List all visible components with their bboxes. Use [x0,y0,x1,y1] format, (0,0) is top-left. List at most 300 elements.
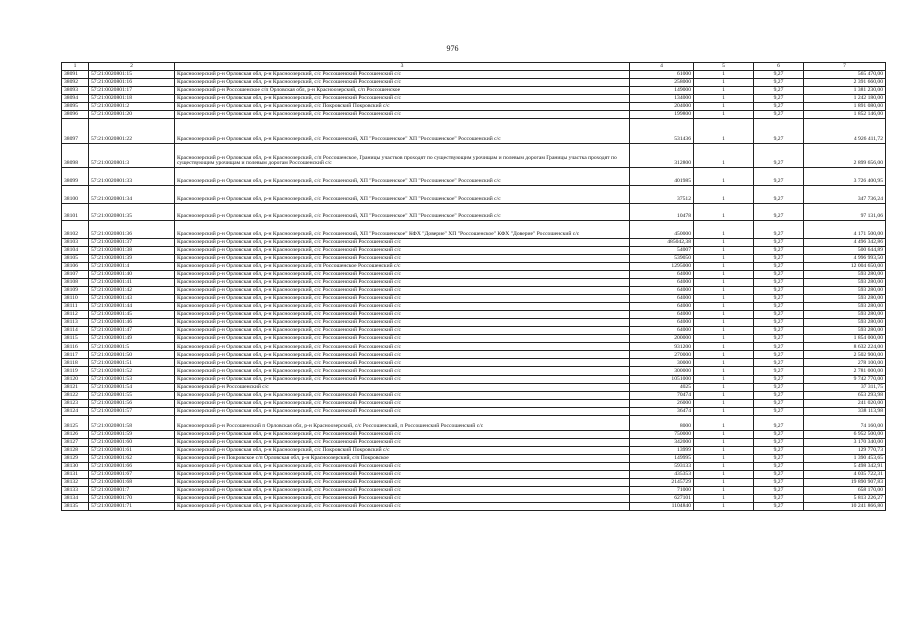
area-value: 627101 [630,494,694,502]
row-number: 38122 [62,391,89,399]
share-count: 1 [694,303,754,311]
cadastral-value: 1 891 080,00 [804,103,886,111]
row-number: 38098 [62,143,89,168]
share-count: 1 [694,79,754,87]
rate-value: 9,27 [754,221,804,239]
location-description: Красноозерский р-н Орловская обл, р-н Красноозерский, с/с Россошенский Россошенский с/с [175,351,630,359]
cadastral-value: 653 293,98 [804,391,886,399]
area-value: 64000 [630,278,694,286]
cadastral-value: 19 890 907,83 [804,478,886,486]
table-row [62,486,886,494]
rate-value: 9,27 [754,367,804,375]
rate-value: 9,27 [754,168,804,186]
cadastral-value: 8 632 224,00 [804,343,886,351]
area-value: 204000 [630,103,694,111]
share-count: 1 [694,359,754,367]
location-description: Красноозерский р-н Орловская обл, р-н Красноозерский, с/с Россошенский Россошенский с/с [175,502,630,510]
rate-value: 9,27 [754,359,804,367]
location-description: Красноозерский р-н Орловская обл, р-н Красноозерский, с/п Россошенское Россошенский с/с [175,262,630,270]
rate-value: 9,27 [754,415,804,430]
cadastral-number: 57:21:0020801:56 [89,399,175,407]
share-count: 1 [694,391,754,399]
cadastral-number: 57:21:0020801:71 [89,502,175,510]
row-number: 38115 [62,335,89,343]
location-description: Красноозерский р-н Орловская обл, р-н Красноозерский, с/с Россошенский Россошенский с/с [175,391,630,399]
table-row [62,303,886,311]
rate-value: 9,27 [754,143,804,168]
location-description: Красноозерский р-н Орловская обл, р-н Красноозерский, с/с Россошенский Россошенский с/с [175,238,630,246]
table-row [62,502,886,510]
area-value: 342000 [630,438,694,446]
table-row [62,454,886,462]
area-value: 270000 [630,351,694,359]
cadastral-value: 4 035 722,31 [804,470,886,478]
area-value: 64000 [630,295,694,303]
table-row [62,391,886,399]
location-description: Красноозерский р-н Орловская обл, р-н Красноозерский, с/с Россошенский Россошенский с/с [175,399,630,407]
table-row [62,71,886,79]
row-number: 38134 [62,494,89,502]
cadastral-number: 57:21:0020801:20 [89,111,175,119]
cadastral-value: 10 241 866,80 [804,502,886,510]
cadastral-value: 1 852 146,00 [804,111,886,119]
rate-value: 9,27 [754,470,804,478]
row-number: 38119 [62,367,89,375]
location-description: Красноозерский р-н Орловская обл, р-н Красноозерский, с/с Россошенский Россошенский с/с [175,278,630,286]
row-number: 38100 [62,185,89,203]
table-row [62,462,886,470]
area-value: 750000 [630,430,694,438]
table-row [62,375,886,383]
cadastral-value: 593 280,00 [804,303,886,311]
location-description: Красноозерский р-н Орловская обл, р-н Красноозерский, с/с Россошенский Россошенский с/с [175,407,630,415]
row-number: 38132 [62,478,89,486]
location-description: Красноозерский р-н Россошенское с/п Орловская обл, р-н Красноозерский, с/п Россошенское [175,87,630,95]
location-description: Красноозерский р-н Орловская обл, р-н Красноозерский, с/с Россошенский Россошенский с/с [175,303,630,311]
cadastral-number: 57:21:0020801:51 [89,359,175,367]
area-value: 435353 [630,470,694,478]
location-description: Красноозерский р-н Орловская обл, р-н Красноозерский, с/с Россошенский Россошенский с/с [175,359,630,367]
cadastral-number: 57:21:0020801:42 [89,286,175,294]
area-value: 531436 [630,119,694,144]
area-value: 200000 [630,335,694,343]
cadastral-number: 57:21:0020801:36 [89,221,175,239]
area-value: 54007 [630,246,694,254]
cadastral-number: 57:21:0020801:62 [89,454,175,462]
location-description: Красноозерский р-н Орловская обл, р-н Красноозерский, с/с Россошенский Россошенский с/с [175,95,630,103]
cadastral-value: 565 470,00 [804,71,886,79]
table-row [62,430,886,438]
area-value: 149000 [630,87,694,95]
row-number: 38110 [62,295,89,303]
cadastral-number: 57:21:0020801:33 [89,168,175,186]
share-count: 1 [694,185,754,203]
location-description: Красноозерский р-н Орловская обл, р-н Красноозерский, с/с Россошенский Россошенский с/с [175,367,630,375]
share-count: 1 [694,430,754,438]
cadastral-number: 57:21:0020801:16 [89,79,175,87]
table-row [62,311,886,319]
row-number: 38133 [62,486,89,494]
rate-value: 9,27 [754,103,804,111]
cadastral-number: 57:21:0020801:57 [89,407,175,415]
table-row [62,335,886,343]
cadastral-number: 57:21:0020801:35 [89,203,175,221]
table-row [62,254,886,262]
table-row [62,238,886,246]
cadastral-number: 57:21:0020801:50 [89,351,175,359]
share-count: 1 [694,238,754,246]
table-row [62,95,886,103]
share-count: 1 [694,454,754,462]
cadastral-value: 1 854 000,00 [804,335,886,343]
cadastral-number: 57:21:0020801:39 [89,254,175,262]
cadastral-number: 57:21:0020801:67 [89,470,175,478]
area-value: 70474 [630,391,694,399]
share-count: 1 [694,486,754,494]
share-count: 1 [694,119,754,144]
row-number: 38101 [62,203,89,221]
share-count: 1 [694,399,754,407]
cadastral-number: 57:21:0020801:34 [89,185,175,203]
rate-value: 9,27 [754,295,804,303]
table-row [62,119,886,144]
cadastral-value: 338 113,98 [804,407,886,415]
table-row [62,143,886,168]
cadastral-value: 658 170,00 [804,486,886,494]
table-row [62,383,886,391]
cadastral-number: 57:21:0020801:45 [89,311,175,319]
share-count: 1 [694,221,754,239]
column-header: 4 [630,63,694,71]
table-row [62,111,886,119]
rate-value: 9,27 [754,391,804,399]
table-row [62,343,886,351]
area-value: 64000 [630,286,694,294]
row-number: 38117 [62,351,89,359]
location-description: Красноозерский р-н Орловская обл, р-н Красноозерский, с/с Россошенский, ХП "Россошенское" КФХ "Доверие" ХП "Россошенское" КФХ "Доверие" Россошенский с/с [175,221,630,239]
share-count: 1 [694,327,754,335]
column-header: 1 [62,63,89,71]
table-row [62,295,886,303]
share-count: 1 [694,111,754,119]
location-description: Красноозерский р-н Орловская обл, р-н Красноозерский, с/с Россошенский Россошенский с/с [175,494,630,502]
share-count: 1 [694,335,754,343]
location-description: Красноозерский р-н Орловская обл, р-н Красноозерский, с/с Покровский Покровский с/с [175,103,630,111]
row-number: 38129 [62,454,89,462]
cadastral-number: 57:21:0020801:2 [89,103,175,111]
row-number: 38126 [62,430,89,438]
cadastral-value: 12 004 650,00 [804,262,886,270]
table-row [62,221,886,239]
rate-value: 9,27 [754,185,804,203]
cadastral-value: 4 926 411,72 [804,119,886,144]
cadastral-value: 6 952 500,00 [804,430,886,438]
cadastral-number: 57:21:0020801:44 [89,303,175,311]
cadastral-number: 57:21:0020801:18 [89,95,175,103]
cadastral-value: 4 996 993,50 [804,254,886,262]
location-description: Красноозерский р-н Орловская обл, р-н Красноозерский, с/с Россошенский Россошенский с/с [175,254,630,262]
row-number: 38112 [62,311,89,319]
cadastral-value: 347 736,24 [804,185,886,203]
area-value: 61000 [630,71,694,79]
column-header: 3 [175,63,630,71]
cadastral-value: 593 280,00 [804,278,886,286]
share-count: 1 [694,278,754,286]
table-row [62,367,886,375]
location-description: Красноозерский р-н Покровское с/п Орловская обл, р-н Красноозерский, с/п Покровское [175,454,630,462]
share-count: 1 [694,375,754,383]
rate-value: 9,27 [754,494,804,502]
rate-value: 9,27 [754,95,804,103]
cadastral-number: 57:21:0020801:53 [89,375,175,383]
rate-value: 9,27 [754,79,804,87]
cadastral-value: 74 160,00 [804,415,886,430]
share-count: 1 [694,203,754,221]
page-number: 976 [446,44,459,53]
area-value: 450000 [630,221,694,239]
share-count: 1 [694,502,754,510]
row-number: 38104 [62,246,89,254]
table-row [62,478,886,486]
cadastral-number: 57:21:0020801:7 [89,486,175,494]
row-number: 38127 [62,438,89,446]
table-row [62,203,886,221]
rate-value: 9,27 [754,286,804,294]
area-value: 312800 [630,143,694,168]
rate-value: 9,27 [754,430,804,438]
cadastral-number: 57:21:0020801:15 [89,71,175,79]
location-description: Красноозерский р-н Орловская обл, р-н Красноозерский, с/с Покровский Покровский с/с [175,446,630,454]
area-value: 13999 [630,446,694,454]
rate-value: 9,27 [754,270,804,278]
area-value: 64000 [630,270,694,278]
row-number: 38105 [62,254,89,262]
share-count: 1 [694,295,754,303]
cadastral-value: 278 100,00 [804,359,886,367]
table-row [62,79,886,87]
share-count: 1 [694,95,754,103]
row-number: 38108 [62,278,89,286]
rate-value: 9,27 [754,87,804,95]
share-count: 1 [694,103,754,111]
row-number: 38128 [62,446,89,454]
cadastral-value: 593 280,00 [804,327,886,335]
area-value: 2145729 [630,478,694,486]
cadastral-value: 1 381 230,00 [804,87,886,95]
location-description: Красноозерский р-н Россошенский с/с [175,383,630,391]
share-count: 1 [694,438,754,446]
table-row [62,286,886,294]
cadastral-number: 57:21:0020801:66 [89,462,175,470]
location-description: Красноозерский р-н Орловская обл, р-н Красноозерский, с/с Россошенский, ХП "Россошенское" ХП "Россошенское" Россошенский с/с [175,168,630,186]
cadastral-value: 97 131,06 [804,203,886,221]
table-row [62,494,886,502]
rate-value: 9,27 [754,486,804,494]
share-count: 1 [694,254,754,262]
rate-value: 9,27 [754,335,804,343]
share-count: 1 [694,415,754,430]
row-number: 38103 [62,238,89,246]
cadastral-number: 57:21:0020801:38 [89,246,175,254]
rate-value: 9,27 [754,438,804,446]
rate-value: 9,27 [754,238,804,246]
cadastral-value: 2 502 900,00 [804,351,886,359]
column-header: 7 [804,63,886,71]
rate-value: 9,27 [754,71,804,79]
area-value: 1295000 [630,262,694,270]
location-description: Красноозерский р-н Орловская обл, р-н Красноозерский, с/п Россошенское, Границы участков проходят по существующим урочищам и полевым дорогам Границы участка проходят по существующим урочищам и полевым дорогам Россошенский с/с [175,143,630,168]
table-row [62,319,886,327]
cadastral-value: 1 242 180,00 [804,95,886,103]
cadastral-value: 593 280,00 [804,311,886,319]
cadastral-value: 500 644,89 [804,246,886,254]
cadastral-number: 57:21:0020801:47 [89,327,175,335]
table-row [62,327,886,335]
cadastral-number: 57:21:0020801:5 [89,343,175,351]
share-count: 1 [694,462,754,470]
row-number: 38106 [62,262,89,270]
cadastral-value: 9 742 770,00 [804,375,886,383]
cadastral-number: 57:21:0020801:58 [89,415,175,430]
rate-value: 9,27 [754,254,804,262]
area-value: 30000 [630,359,694,367]
rate-value: 9,27 [754,351,804,359]
rate-value: 9,27 [754,119,804,144]
cadastral-number: 57:21:0020801:40 [89,270,175,278]
cadastral-number: 57:21:0020801:4 [89,262,175,270]
row-number: 38114 [62,327,89,335]
cadastral-value: 5 498 342,91 [804,462,886,470]
cadastral-value: 3 170 340,00 [804,438,886,446]
cadastral-value: 4 171 500,00 [804,221,886,239]
column-header: 6 [754,63,804,71]
row-number: 38131 [62,470,89,478]
row-number: 38111 [62,303,89,311]
table-row [62,246,886,254]
table-row [62,399,886,407]
cadastral-number: 57:21:0020801:55 [89,391,175,399]
area-value: 931200 [630,343,694,351]
cadastral-number: 57:21:0020801:59 [89,430,175,438]
cadastral-value: 5 813 226,27 [804,494,886,502]
cadastral-value: 241 020,00 [804,399,886,407]
share-count: 1 [694,367,754,375]
rate-value: 9,27 [754,327,804,335]
area-value: 71000 [630,486,694,494]
cadastral-number: 57:21:0020801:54 [89,383,175,391]
table-row [62,438,886,446]
table-row [62,168,886,186]
cadastral-value: 2 781 000,00 [804,367,886,375]
rate-value: 9,27 [754,375,804,383]
area-value: 1051000 [630,375,694,383]
area-value: 64000 [630,319,694,327]
location-description: Красноозерский р-н Орловская обл, р-н Красноозерский, с/с Россошенский Россошенский с/с [175,478,630,486]
table-row [62,415,886,430]
rate-value: 9,27 [754,343,804,351]
column-header: 5 [694,63,754,71]
share-count: 1 [694,71,754,79]
area-value: 64000 [630,311,694,319]
area-value: 36474 [630,407,694,415]
area-value: 300000 [630,367,694,375]
row-number: 38096 [62,111,89,119]
cadastral-number: 57:21:0020801:70 [89,494,175,502]
table-row [62,185,886,203]
table-row [62,446,886,454]
table-row [62,351,886,359]
cadastral-number: 57:21:0020801:3 [89,143,175,168]
location-description: Красноозерский р-н Орловская обл, р-н Красноозерский, с/с Россошенский Россошенский с/с [175,246,630,254]
row-number: 38116 [62,343,89,351]
location-description: Красноозерский р-н Орловская обл, р-н Красноозерский, с/с Россошенский Россошенский с/с [175,486,630,494]
cadastral-number: 57:21:0020801:22 [89,119,175,144]
area-value: 149995 [630,454,694,462]
rate-value: 9,27 [754,446,804,454]
share-count: 1 [694,407,754,415]
row-number: 38109 [62,286,89,294]
cadastral-value: 593 280,00 [804,319,886,327]
share-count: 1 [694,270,754,278]
rate-value: 9,27 [754,311,804,319]
location-description: Красноозерский р-н Россошенский п Орловская обл, р-н Красноозерский, с/с Россошенский, п Россошенский Россошенский с/с [175,415,630,430]
cadastral-value: 2 899 656,00 [804,143,886,168]
row-number: 38130 [62,462,89,470]
row-number: 38113 [62,319,89,327]
cadastral-number: 57:21:0020801:68 [89,478,175,486]
rate-value: 9,27 [754,319,804,327]
column-number-row [62,63,886,71]
area-value: 37512 [630,185,694,203]
cadastral-value: 129 770,73 [804,446,886,454]
share-count: 1 [694,87,754,95]
cadastral-value: 2 391 660,00 [804,79,886,87]
cadastral-value: 593 280,00 [804,295,886,303]
share-count: 1 [694,143,754,168]
cadastral-number: 57:21:0020801:49 [89,335,175,343]
location-description: Красноозерский р-н Орловская обл, р-н Красноозерский, с/с Россошенский Россошенский с/с [175,311,630,319]
location-description: Красноозерский р-н Орловская обл, р-н Красноозерский, с/с Россошенский Россошенский с/с [175,375,630,383]
rate-value: 9,27 [754,111,804,119]
location-description: Красноозерский р-н Орловская обл, р-н Красноозерский, с/с Россошенский Россошенский с/с [175,335,630,343]
row-number: 38099 [62,168,89,186]
row-number: 38107 [62,270,89,278]
area-value: 8000 [630,415,694,430]
share-count: 1 [694,351,754,359]
cadastral-value: 1 390 453,65 [804,454,886,462]
location-description: Красноозерский р-н Орловская обл, р-н Красноозерский, с/с Россошенский Россошенский с/с [175,462,630,470]
table-row [62,103,886,111]
row-number: 38121 [62,383,89,391]
table-row [62,278,886,286]
row-number: 38091 [62,71,89,79]
cadastral-value: 37 311,75 [804,383,886,391]
row-number: 38118 [62,359,89,367]
location-description: Красноозерский р-н Орловская обл, р-н Красноозерский, с/с Россошенский Россошенский с/с [175,111,630,119]
share-count: 1 [694,478,754,486]
area-value: 1104840 [630,502,694,510]
row-number: 38125 [62,415,89,430]
location-description: Красноозерский р-н Орловская обл, р-н Красноозерский, с/с Россошенский, ХП "Россошенское" ХП "Россошенское" Россошенский с/с [175,185,630,203]
location-description: Красноозерский р-н Орловская обл, р-н Красноозерский, с/с Россошенский Россошенский с/с [175,79,630,87]
rate-value: 9,27 [754,203,804,221]
area-value: 64000 [630,327,694,335]
location-description: Красноозерский р-н Орловская обл, р-н Красноозерский, с/с Россошенский Россошенский с/с [175,319,630,327]
area-value: 593133 [630,462,694,470]
row-number: 38123 [62,399,89,407]
location-description: Красноозерский р-н Орловская обл, р-н Красноозерский, с/с Россошенский Россошенский с/с [175,71,630,79]
location-description: Красноозерский р-н Орловская обл, р-н Красноозерский, с/с Россошенский Россошенский с/с [175,286,630,294]
